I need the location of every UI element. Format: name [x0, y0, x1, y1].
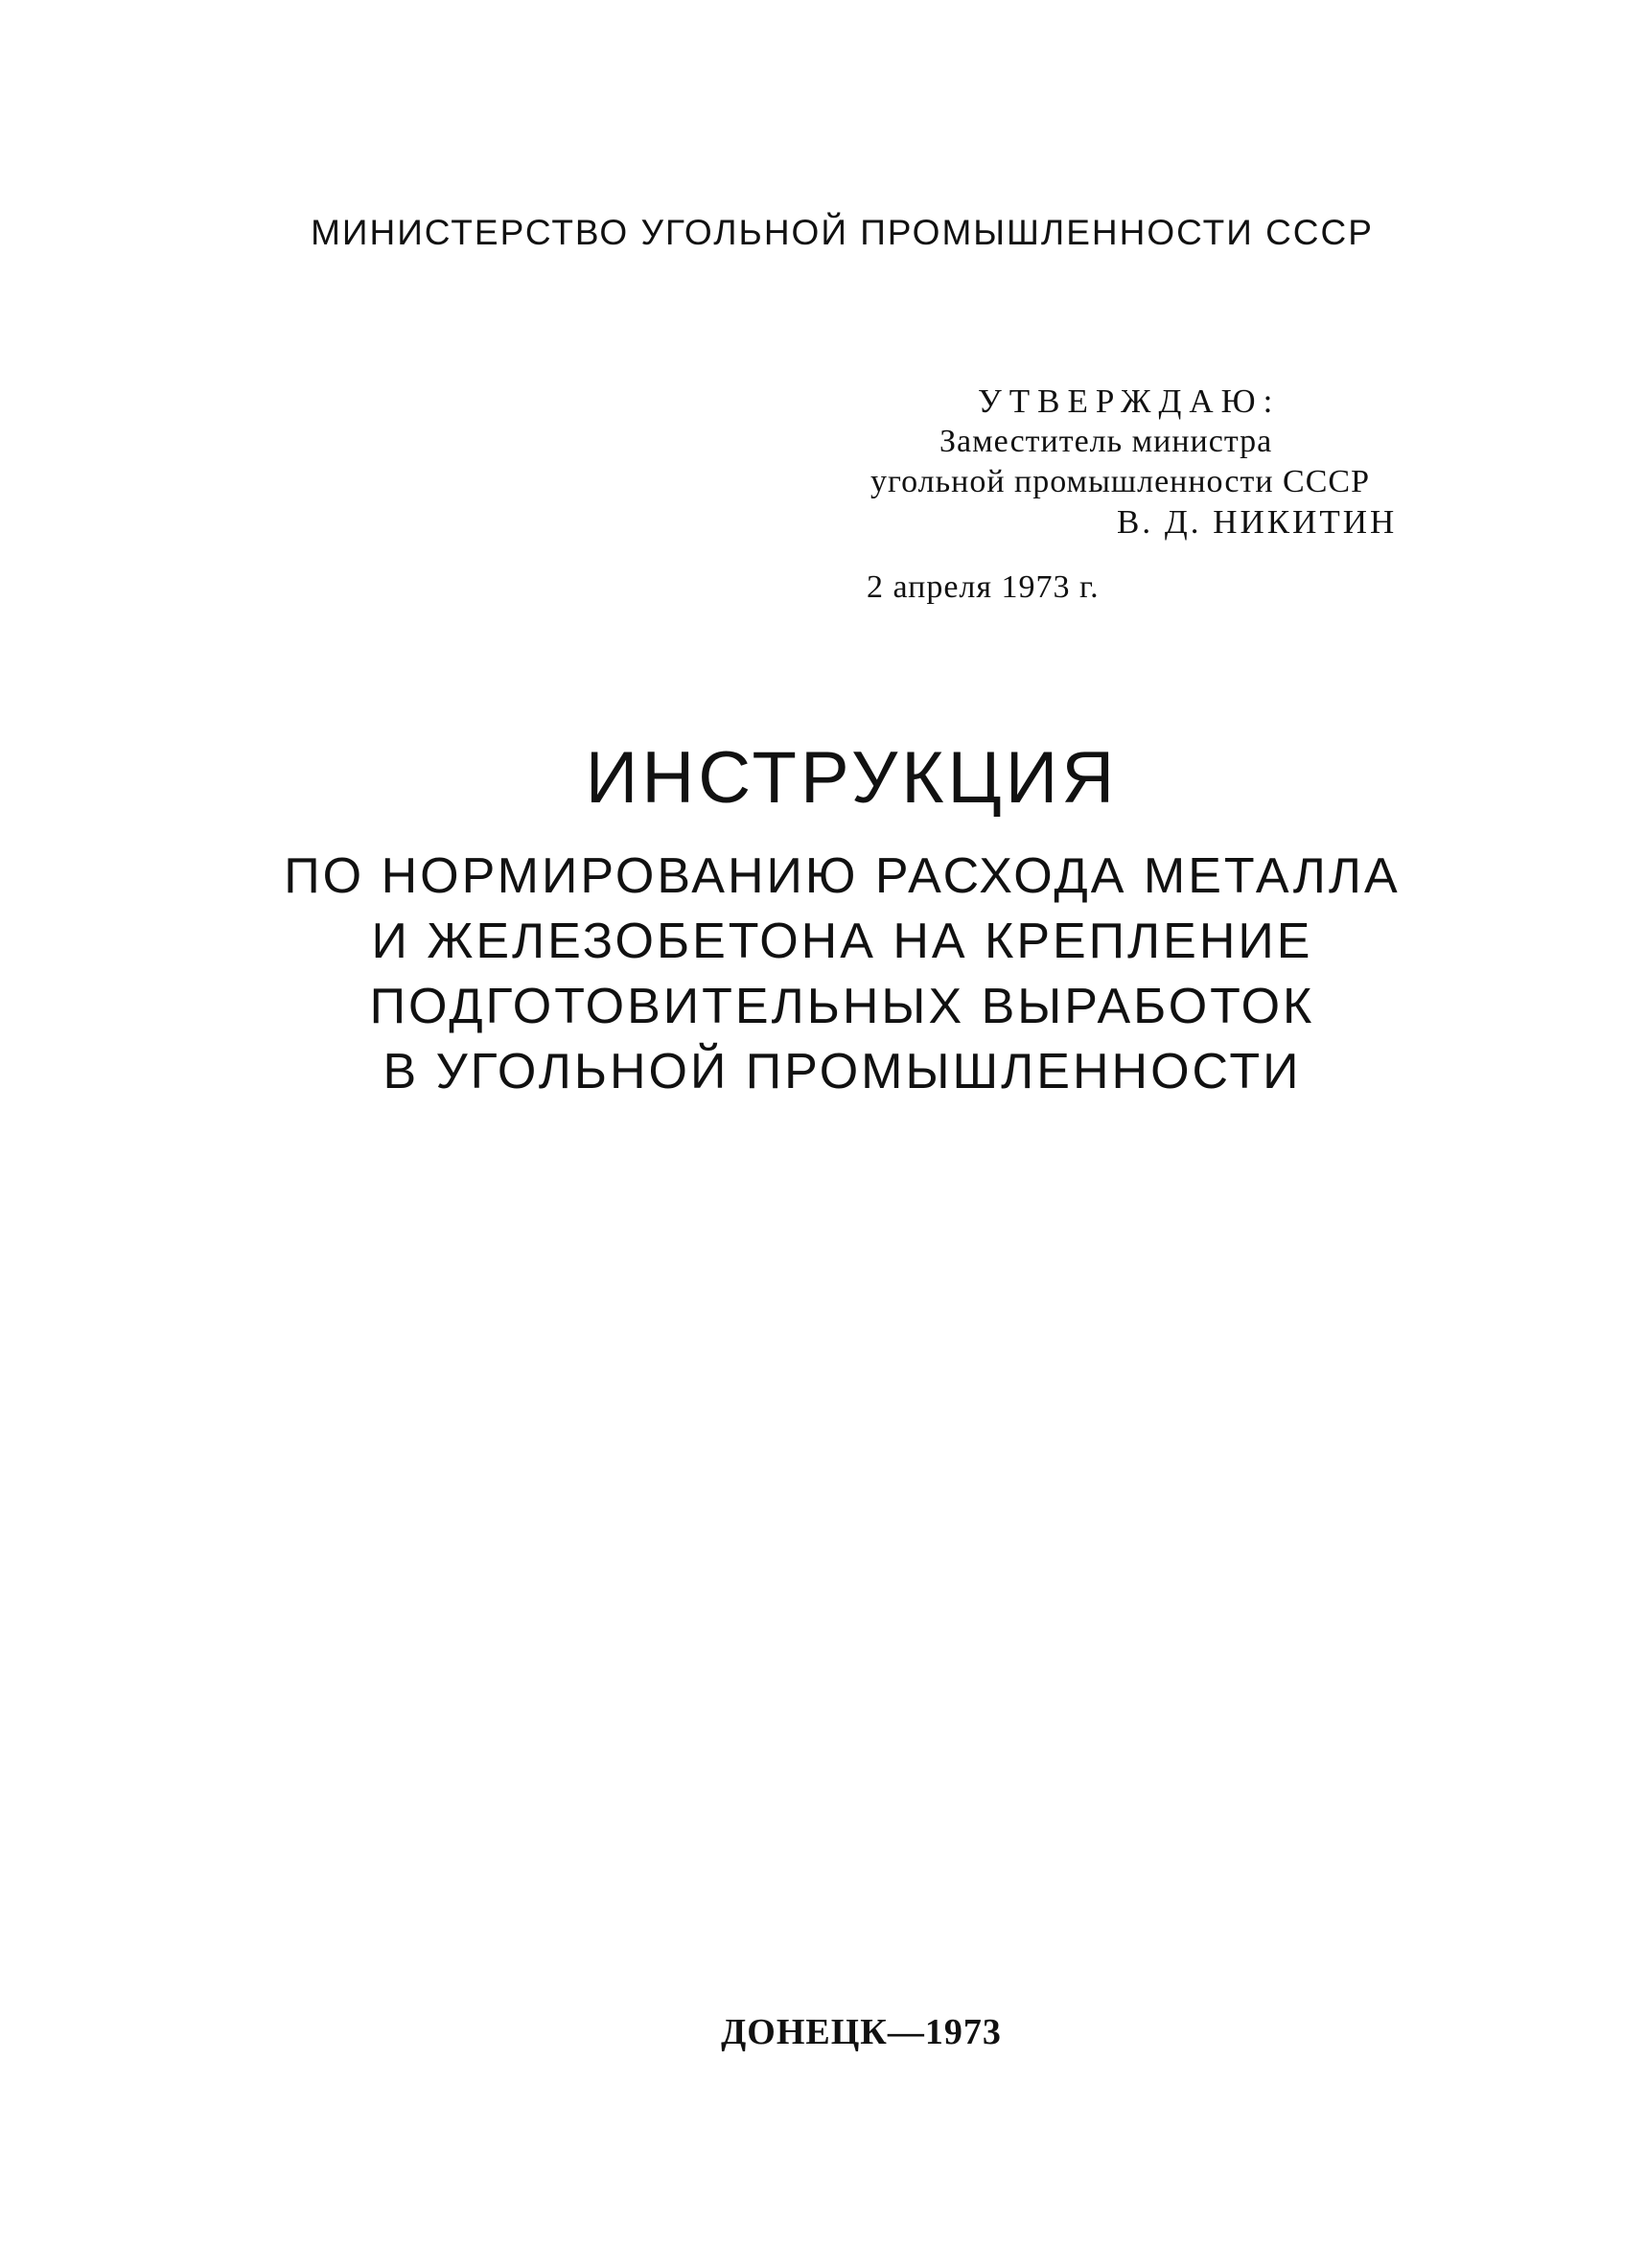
- approval-date: 2 апреля 1973 г.: [867, 569, 1100, 605]
- subtitle-line: И ЖЕЛЕЗОБЕТОНА НА КРЕПЛЕНИЕ: [371, 914, 1313, 969]
- document-subtitle: [0, 844, 1646, 1104]
- approval-word: УТВЕРЖДАЮ:: [978, 382, 1281, 420]
- approval-block: [844, 382, 1419, 608]
- approver-position-line-2: угольной промышленности СССР: [870, 464, 1370, 499]
- approver-position-line-1: Заместитель министра: [939, 424, 1273, 459]
- document-title: ИНСТРУКЦИЯ: [585, 737, 1119, 819]
- publication-place-year: ДОНЕЦК—1973: [721, 2012, 1002, 2052]
- ministry-heading: МИНИСТЕРСТВО УГОЛЬНОЙ ПРОМЫШЛЕННОСТИ СССР: [311, 213, 1374, 252]
- subtitle-line: ПОДГОТОВИТЕЛЬНЫХ ВЫРАБОТОК: [369, 979, 1315, 1034]
- approver-name: В. Д. НИКИТИН: [1117, 503, 1398, 541]
- subtitle-line: ПО НОРМИРОВАНИЮ РАСХОДА МЕТАЛЛА: [284, 848, 1401, 904]
- subtitle-line: В УГОЛЬНОЙ ПРОМЫШЛЕННОСТИ: [383, 1044, 1302, 1099]
